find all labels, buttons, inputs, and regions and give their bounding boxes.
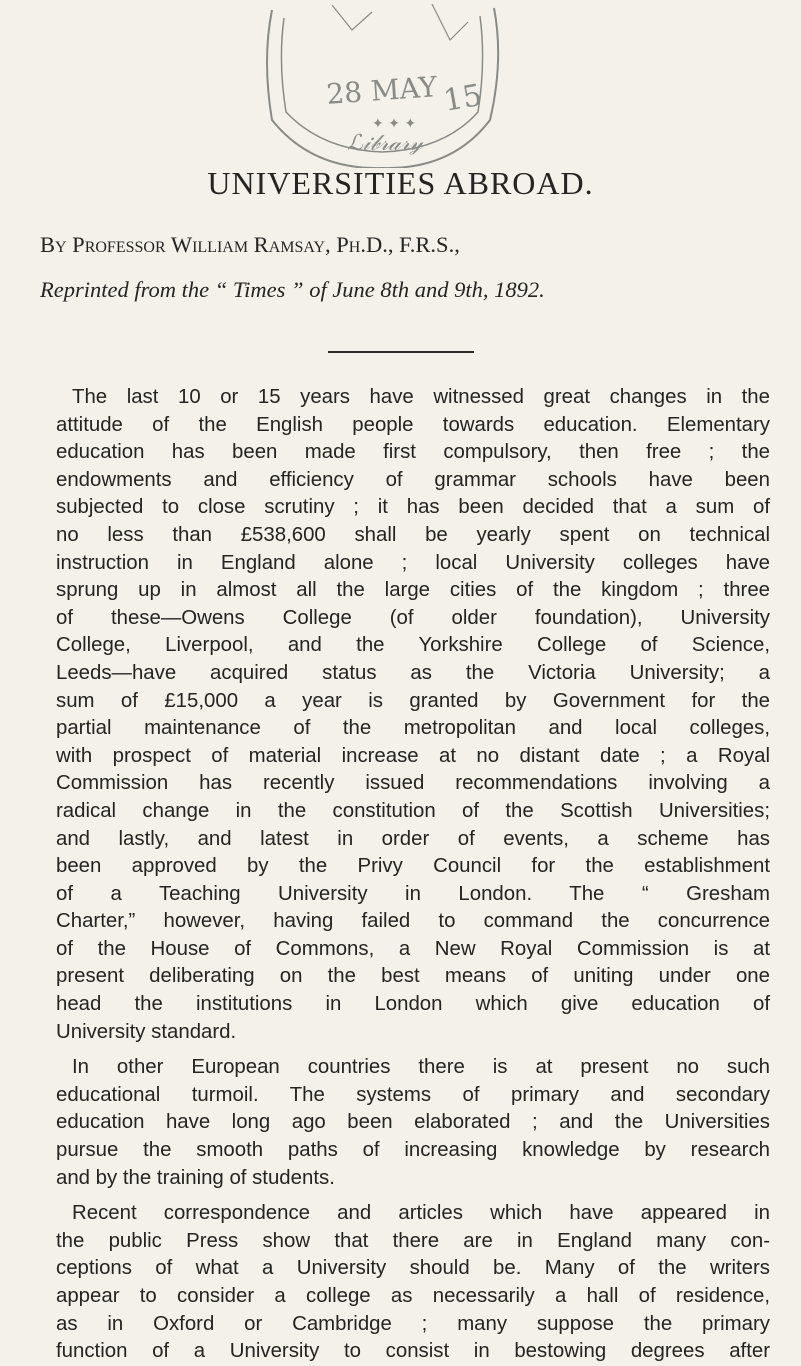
text-line: as in Oxford or Cambridge ; many suppose the primary [56, 1312, 770, 1335]
svg-text:28 MAY: 28 MAY [325, 70, 439, 111]
text-line: appear to consider a college as necessarily a hall of residence, [56, 1285, 770, 1307]
document-title: UNIVERSITIES ABROAD. [207, 165, 594, 201]
text-line: Commission has recently issued recommendations involving a [56, 772, 770, 795]
svg-text:ℒ𝒾𝒷𝓇𝒶𝓇𝓎: ℒ𝒾𝒷𝓇𝒶𝓇𝓎 [347, 131, 423, 156]
svg-text:✦ ✦ ✦: ✦ ✦ ✦ [372, 116, 417, 132]
text-line: sprung up in almost all the large cities of the kingdom ; three [56, 579, 770, 602]
text-line: function of a University to consist in bestowing degrees after [56, 1340, 770, 1363]
text-line: education has been made first compulsory, then free ; the [56, 441, 770, 464]
text-line: and lastly, and latest in order of events, a scheme has [56, 827, 770, 850]
text-line: and by the training of students. [56, 1166, 335, 1189]
library-stamp [232, 0, 532, 168]
reprint-source: “ Times ” [214, 277, 304, 302]
paragraph-3 [40, 1200, 770, 1366]
text-line: present deliberating on the best means of uniting under one [56, 965, 770, 988]
text-line: partial maintenance of the metropolitan and local colleges, [56, 717, 770, 740]
text-line: ceptions of what a University should be. Many of the writers [56, 1257, 770, 1280]
svg-text:15: 15 [440, 77, 485, 119]
text-line: attitude of the English people towards education. Elementary [56, 413, 770, 436]
section-divider [328, 351, 474, 353]
text-line: head the institutions in London which give education of [56, 993, 770, 1016]
reprint-prefix: Reprinted from the [40, 277, 215, 302]
stamp-seal-icon [232, 0, 532, 168]
paragraph-1 [40, 384, 770, 1046]
text-line: endowments and efficiency of grammar schools have been [56, 468, 770, 491]
text-line: College, Liverpool, and the Yorkshire College of Science, [56, 634, 770, 657]
text-line: University standard. [56, 1020, 237, 1043]
text-line: instruction in England alone ; local University colleges have [56, 551, 770, 574]
text-line: education have long ago been elaborated ; and the Universities [56, 1111, 770, 1134]
reprint-note [40, 275, 770, 305]
text-line: been approved by the Privy Council for the establishment [56, 855, 770, 878]
text-line: of these—Owens College (of older foundation), University [56, 606, 770, 629]
author-byline: By Professor William Ramsay, Ph.D., F.R.S., [40, 232, 460, 257]
text-line: pursue the smooth paths of increasing knowledge by research [56, 1139, 770, 1162]
text-line: no less than £538,600 shall be yearly spent on technical [56, 523, 770, 546]
text-line: educational turmoil. The systems of primary and secondary [56, 1083, 770, 1106]
paragraph-2 [40, 1054, 770, 1192]
text-line: In other European countries there is at present no such [72, 1056, 770, 1079]
text-line: of a Teaching University in London. The “ Gresham [56, 882, 770, 905]
text-line: The last 10 or 15 years have witnessed great changes in the [72, 386, 770, 408]
text-line: Leeds—have acquired status as the Victoria University; a [56, 661, 770, 684]
text-line: the public Press show that there are in England many con- [56, 1229, 770, 1252]
text-line: of the House of Commons, a New Royal Commission is at [56, 937, 770, 960]
text-line: radical change in the constitution of the Scottish Universities; [56, 799, 770, 822]
text-line: Charter,” however, having failed to command the concurrence [56, 910, 770, 933]
text-line: with prospect of material increase at no distant date ; a Royal [56, 744, 770, 767]
text-line: Recent correspondence and articles which have appeared in [72, 1202, 770, 1225]
reprint-suffix: of June 8th and 9th, 1892. [303, 277, 545, 302]
article-body [40, 384, 770, 1366]
text-line: subjected to close scrutiny ; it has been decided that a sum of [56, 496, 770, 519]
text-line: sum of £15,000 a year is granted by Government for the [56, 689, 770, 712]
